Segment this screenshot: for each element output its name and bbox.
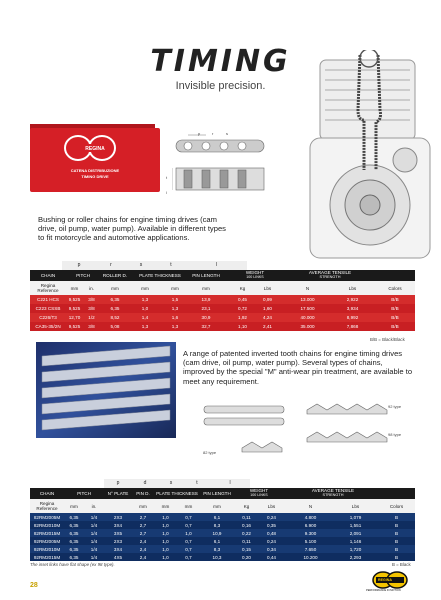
table-cell: 92RM2010M — [33, 546, 61, 552]
table-cell: 13,9 — [201, 297, 211, 302]
table-cell: B/B — [391, 324, 399, 329]
table-cell: 4,24 — [263, 315, 272, 320]
inverted-chain-photo — [36, 342, 176, 438]
header-pitch: PITCH — [76, 273, 90, 278]
header-weight: WEIGHT — [245, 270, 265, 275]
unit: Lbs — [263, 286, 272, 291]
box-brand: REGINA — [85, 146, 105, 152]
unit: in. — [91, 504, 97, 509]
table-cell: B — [394, 514, 399, 520]
unit: mm — [70, 286, 79, 291]
table-cell: 8,3 — [213, 522, 221, 528]
table-cell: 0,20 — [242, 554, 251, 560]
diagram-label-s: s — [226, 131, 228, 136]
section2-footnote-left: The inset links have flat shape (ex 98 type). — [30, 562, 115, 567]
table-cell: 1,0 — [162, 538, 169, 544]
box-line1: CATENA DISTRIBUZIONE — [70, 168, 120, 173]
table-cell: 1,079 — [349, 514, 362, 520]
table-cell: 2,922 — [346, 297, 359, 302]
table-cell: 2X3 — [113, 514, 123, 520]
section2-description: A range of patented inverted tooth chains for engine timing drives (cam drive, oil pump, water pump). Several types of chains, improved by the special "M" anti-wear pin treatment, are available to meet any requirement. — [183, 349, 413, 386]
timing-chain-table — [30, 270, 415, 350]
unit: Lbs — [348, 286, 357, 291]
table-cell: 8,52 — [110, 315, 120, 320]
table-cell: 10,3 — [212, 554, 222, 560]
table-cell: 23,1 — [201, 306, 211, 311]
inverted-chain-profiles — [202, 396, 402, 456]
table-cell: 1,6 — [171, 315, 179, 320]
table-cell: 5,08 — [110, 324, 120, 329]
table-cell: 1,3 — [141, 324, 149, 329]
table-cell: 1,10 — [238, 324, 247, 329]
table-cell: 10,9 — [212, 530, 222, 536]
unit: mm — [213, 504, 221, 509]
table-cell: 0,72 — [238, 306, 247, 311]
table-cell: 0,7 — [185, 546, 192, 552]
key-s: s — [158, 479, 185, 488]
table-cell: B — [394, 530, 399, 536]
units-row — [30, 499, 415, 513]
key-r: r — [96, 261, 127, 270]
table-cell: 1,4 — [141, 315, 149, 320]
type-92-label: 92 type — [388, 404, 402, 409]
table-cell: 6,35 — [69, 546, 79, 552]
table-cell: 0,24 — [267, 514, 276, 520]
table-cell: 0,34 — [267, 546, 276, 552]
header-tensile: AVERAGE TENSILE — [311, 488, 355, 493]
table-cell: 1,720 — [349, 546, 362, 552]
table-cell: 0,22 — [242, 530, 251, 536]
table-cell: 1/4 — [90, 522, 98, 528]
table-cell: 1,0 — [141, 306, 149, 311]
table-cell: 2,4 — [139, 538, 147, 544]
table-cell: 0,11 — [242, 514, 251, 520]
table-cell: 35.000 — [300, 324, 315, 329]
header-weight-sub: 100 LINKS — [250, 493, 268, 497]
unit: Kg — [243, 504, 250, 509]
table-cell: 3,934 — [346, 306, 359, 311]
table-cell: 1,92 — [238, 315, 247, 320]
diagram-label-t: t — [166, 175, 168, 180]
table-cell: 6,35 — [69, 522, 79, 528]
header-tensile-sub: STRENGTH — [319, 275, 341, 279]
table-cell: 40.000 — [300, 315, 315, 320]
key-d: d — [132, 479, 159, 488]
table-cell: 92RM2015M — [33, 554, 61, 560]
table-cell: 6,35 — [69, 538, 79, 544]
section1-key-row — [62, 261, 247, 270]
table-cell: 1,3 — [141, 297, 149, 302]
box-line2: TIMING DRIVE — [81, 174, 109, 179]
table-cell: 2,293 — [349, 554, 362, 560]
table-cell: 3X5 — [113, 530, 123, 536]
table-row — [30, 529, 415, 537]
table-header — [30, 488, 415, 499]
unit: mm — [161, 504, 170, 509]
table-cell: 1,0 — [185, 530, 192, 536]
table-cell: C223 CSSB — [35, 306, 61, 311]
inverted-chain-table — [30, 488, 415, 573]
unit: Colors — [388, 286, 402, 291]
unit: Lbs — [351, 504, 360, 509]
table-cell: 1,0 — [162, 530, 169, 536]
header-plate: PLATE THICKNESS — [139, 273, 181, 278]
engine-illustration — [300, 50, 435, 285]
unit-ref: Regina Reference — [37, 283, 59, 293]
table-row — [30, 553, 415, 561]
header-weight-sub: 100 LINKS — [246, 275, 264, 279]
header-chain: CHAIN — [40, 273, 56, 278]
type-98-label: 98 type — [388, 432, 402, 437]
table-cell: 6,1 — [213, 538, 221, 544]
unit: N — [308, 504, 313, 509]
table-cell: 32,7 — [201, 324, 211, 329]
key-p: p — [62, 261, 97, 270]
header-weight: WEIGHT — [249, 488, 269, 493]
logo-subtext: PERFORMANCE IN MOTION — [366, 589, 401, 592]
table-cell: 9.300 — [304, 530, 317, 536]
table-cell: 1/4 — [90, 554, 98, 560]
table-row — [30, 521, 415, 529]
table-cell: B/B — [391, 315, 399, 320]
table-cell: 2,4 — [139, 554, 147, 560]
key-t: t — [184, 479, 211, 488]
table-cell: 1,551 — [349, 522, 362, 528]
table-cell: 1,5 — [171, 297, 179, 302]
table-cell: 2,7 — [139, 522, 147, 528]
table-cell: 2,7 — [139, 530, 147, 536]
table-cell: 1,0 — [162, 514, 169, 520]
table-cell: 1/4 — [90, 546, 98, 552]
table-cell: 1/4 — [90, 530, 98, 536]
unit: mm — [141, 286, 149, 291]
header-chain: CHAIN — [39, 491, 55, 496]
table-cell: 6,35 — [110, 306, 120, 311]
table-row — [30, 513, 415, 521]
key-t: t — [156, 261, 187, 270]
table-cell: 0,7 — [185, 554, 192, 560]
table-row — [30, 537, 415, 545]
table-cell: 6,35 — [69, 530, 79, 536]
table-cell: 1,0 — [162, 522, 169, 528]
unit-ref: Regina Reference — [36, 501, 58, 511]
table-cell: 2,091 — [349, 530, 362, 536]
table-cell: 4.800 — [304, 514, 317, 520]
header-thick: PLATE THICKNESS — [156, 491, 198, 496]
table-cell: 3/8 — [88, 297, 95, 302]
table-cell: B — [394, 554, 399, 560]
diagram-label-p: p — [198, 131, 201, 136]
header-pin: PIN D. — [136, 491, 150, 496]
chain-diagram — [172, 132, 268, 202]
table-cell: 9,525 — [68, 324, 81, 329]
type-82-label: 82 type — [203, 450, 217, 455]
table-cell: 9,525 — [68, 306, 81, 311]
unit: in. — [89, 286, 94, 291]
table-cell: 1,60 — [263, 306, 272, 311]
header-tensile: AVERAGE TENSILE — [308, 270, 352, 275]
unit: mm — [171, 286, 179, 291]
unit: mm — [70, 504, 78, 509]
unit: mm — [202, 286, 210, 291]
table-cell: 1,0 — [162, 554, 169, 560]
table-cell: 0,15 — [242, 546, 251, 552]
table-cell: 1,3 — [171, 324, 179, 329]
table-cell: 3/8 — [88, 306, 95, 311]
table-cell: 2,7 — [139, 514, 147, 520]
header-pinlen: PIN LENGTH — [203, 491, 231, 496]
table-cell: CA35-35/2N — [35, 324, 61, 329]
table-cell: 6,35 — [69, 514, 79, 520]
header-roller: ROLLER D. — [102, 273, 128, 278]
table-cell: 0,11 — [242, 538, 251, 544]
table-header — [30, 270, 415, 281]
table-cell: 13.000 — [300, 297, 315, 302]
header-pitch: PITCH — [77, 491, 91, 496]
key-l: l — [186, 261, 248, 270]
table-row — [30, 322, 415, 331]
key-l: l — [210, 479, 251, 488]
unit: N — [305, 286, 310, 291]
diagram-label-r: r — [212, 131, 214, 136]
table-cell: 3X4 — [113, 546, 123, 552]
table-cell: 1,146 — [349, 538, 362, 544]
table-cell: 8,992 — [346, 315, 359, 320]
table-cell: 82RM2015M — [33, 530, 61, 536]
table-row — [30, 545, 415, 553]
table-cell: 6,1 — [213, 514, 221, 520]
key-s: s — [126, 261, 157, 270]
table-cell: 5.100 — [304, 538, 317, 544]
table-cell: B — [394, 546, 399, 552]
page-number: 28 — [30, 582, 38, 589]
table-cell: 30,9 — [201, 315, 211, 320]
section2-footnote-right: B = Black — [392, 562, 411, 567]
table-cell: 6,35 — [69, 554, 79, 560]
table-cell: 0,16 — [242, 522, 251, 528]
table-cell: C226/T3 — [39, 315, 57, 320]
diagram-label-l: l — [166, 190, 167, 195]
table-cell: 2,41 — [263, 324, 272, 329]
unit: Colors — [389, 504, 404, 509]
table-cell: 3/8 — [88, 324, 95, 329]
table-cell: 0,7 — [185, 522, 192, 528]
table-cell: 0,35 — [267, 522, 276, 528]
key-p: p — [104, 479, 133, 488]
table-cell: 1/4 — [90, 538, 98, 544]
table-cell: B/B — [391, 297, 399, 302]
table-cell: 0,44 — [267, 554, 276, 560]
table-cell: 82RM2010M — [33, 522, 61, 528]
header-pin: PIN LENGTH — [192, 273, 220, 278]
table-cell: 2X3 — [113, 538, 123, 544]
header-plate: N° PLATE — [107, 491, 129, 496]
page-subtitle: Invisible precision. — [175, 80, 266, 92]
table-cell: 1/2 — [88, 315, 95, 320]
table-cell: 10.200 — [303, 554, 318, 560]
table-cell: 1,3 — [171, 306, 179, 311]
unit: Kg — [239, 286, 246, 291]
header-tensile-sub: STRENGTH — [322, 493, 344, 497]
section1-footnote: B/B = Black/Black — [370, 337, 405, 342]
table-cell: 6,35 — [110, 297, 120, 302]
table-row — [30, 295, 415, 304]
table-cell: 0,7 — [185, 538, 192, 544]
unit: mm — [139, 504, 147, 509]
logo-text: REGINA — [378, 578, 392, 582]
table-cell: 3X4 — [113, 522, 123, 528]
table-cell: 0,24 — [267, 538, 276, 544]
table-cell: 0,99 — [263, 297, 272, 302]
section1-description: Bushing or roller chains for engine timing drives (cam drive, oil pump, water pump). Available in different types to fit motorcycle and automotive applications. — [38, 215, 226, 243]
table-cell: 6.900 — [304, 522, 317, 528]
table-cell: 2,4 — [139, 546, 147, 552]
table-cell: 1/4 — [90, 514, 98, 520]
table-cell: 4X5 — [113, 554, 123, 560]
units-row — [30, 281, 415, 295]
table-cell: 82RM2005M — [33, 514, 61, 520]
table-cell: C221 HCS — [37, 297, 59, 302]
table-row — [30, 313, 415, 322]
unit: Lbs — [267, 504, 276, 509]
table-cell: 17.500 — [300, 306, 315, 311]
table-cell: B/B — [391, 306, 399, 311]
page-title: TIMING — [150, 44, 291, 79]
unit: mm — [184, 504, 193, 509]
section2-key-row — [104, 479, 250, 488]
table-cell: 8,3 — [213, 546, 221, 552]
table-cell: 12,70 — [68, 315, 81, 320]
table-cell: 0,48 — [267, 530, 276, 536]
table-cell: 92RM2005M — [33, 538, 61, 544]
table-cell: B — [394, 522, 399, 528]
table-cell: B — [394, 538, 399, 544]
table-cell: 7,868 — [346, 324, 359, 329]
table-cell: 7.650 — [304, 546, 317, 552]
table-cell: 9,525 — [68, 297, 81, 302]
table-row — [30, 304, 415, 313]
table-cell: 0,7 — [185, 514, 192, 520]
table-cell: 0,45 — [238, 297, 247, 302]
table-cell: 1,0 — [162, 546, 169, 552]
unit: mm — [111, 286, 119, 291]
